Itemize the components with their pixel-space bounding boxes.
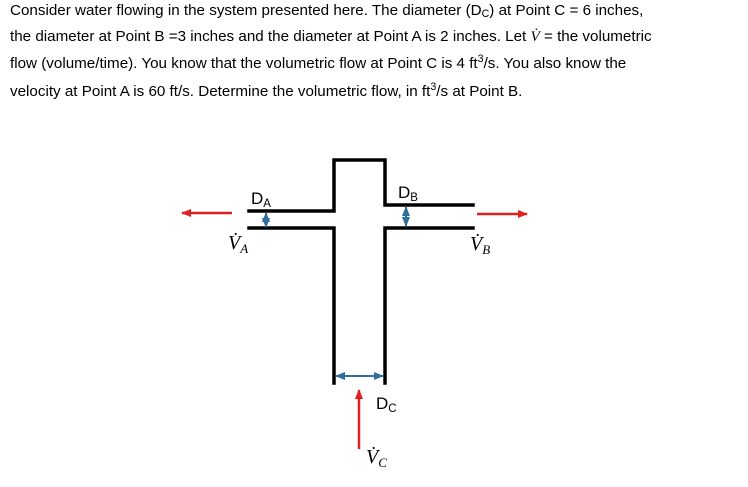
pipe-wall-right-bottom: [385, 228, 473, 383]
label-flow-c: $V̇_C$: [366, 446, 387, 470]
label-flow-b: $V̇_B$: [470, 233, 491, 257]
label-diameter-c: DC: [376, 394, 397, 415]
problem-line-4: velocity at Point A is 60 ft/s. Determine the volumetric flow, in $ft^3/s$ at Point B.: [10, 80, 523, 100]
problem-line-2: the diameter at Point B =3 inches and the diameter at Point A is 2 inches. Let V̇ = the volumetric: [10, 27, 652, 45]
problem-line-3: flow (volume/time). You know that the volumetric flow at Point C is 4 $ft^3/s$. You also know the: [10, 53, 627, 73]
pipe-wall-left-top: [249, 160, 473, 211]
pipe-wall-left-bottom: [249, 228, 334, 383]
label-diameter-b: DB: [398, 183, 418, 204]
label-diameter-a: DA: [251, 189, 271, 210]
label-flow-a: $V̇_A$: [228, 232, 249, 256]
pipe-walls: [249, 160, 473, 383]
problem-line-1: Consider water flowing in the system presented here. The diameter (DC) at Point C = 6 inches,: [10, 2, 644, 20]
